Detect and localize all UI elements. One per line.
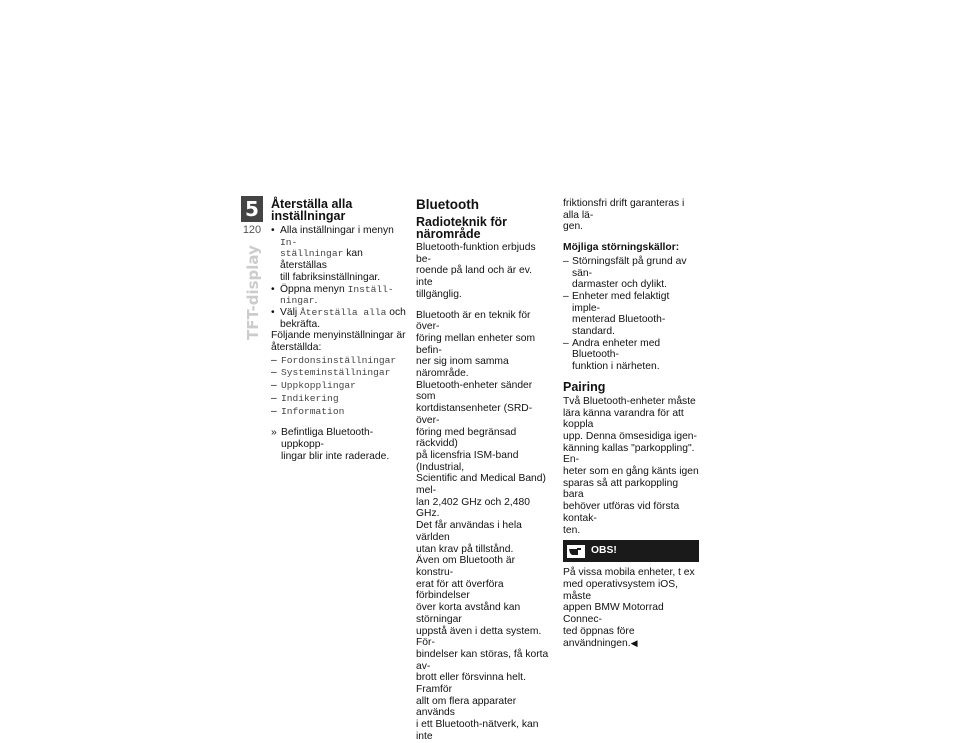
- note-text: På vissa mobila enheter, t ex med operativsystem iOS, måste appen BMW Motorrad Connec- ted öppnas före användningen.◀: [563, 567, 695, 649]
- section-label: TFT-display: [244, 245, 262, 340]
- interference-item: – Störningsfält på grund av sän- darmaster och dylikt.: [563, 255, 687, 291]
- bluetooth-continuation: friktionsfri drift garanteras i alla lä- gen.: [563, 198, 685, 233]
- note-banner: [563, 540, 699, 562]
- bullet-icon: •: [271, 283, 275, 295]
- bullet-icon: •: [271, 225, 275, 236]
- bullet-item: • Välj Återställa alla och bekräfta.: [271, 306, 406, 330]
- interference-item: – Enheter med felaktigt imple- menterad Bluetooth-standard.: [563, 290, 670, 338]
- end-of-section-icon: ◀: [630, 637, 638, 648]
- list-item: – Indikering: [271, 392, 339, 404]
- bluetooth-heading: Bluetooth: [416, 197, 479, 212]
- list-item: – Fordonsinställningar: [271, 354, 397, 366]
- column-reset-settings: [271, 198, 406, 462]
- short-range-subheading: Radioteknik för närområde: [416, 215, 507, 241]
- bullet-icon: •: [271, 306, 275, 318]
- reset-intro: Följande menyinställningar är återställda:: [271, 330, 406, 354]
- list-item: – Systeminställningar: [271, 367, 391, 379]
- bullet-item: • Öppna menyn Inställ- ningar.: [271, 283, 394, 307]
- list-item: – Information: [271, 405, 345, 417]
- pairing-heading: Pairing: [563, 379, 606, 394]
- result-arrow-icon: »: [271, 427, 277, 439]
- column-pairing: [563, 198, 699, 649]
- list-item: – Uppkopplingar: [271, 380, 356, 392]
- bullet-item: • Alla inställningar i menyn In- ställningar kan återställas till fabriksinställningar.: [271, 225, 394, 283]
- chapter-number-tab: 5: [241, 196, 263, 222]
- page-number: 120: [242, 224, 262, 236]
- pointing-hand-icon: [567, 544, 585, 558]
- result-note: » Befintliga Bluetooth-uppkopp- lingar blir inte raderade.: [271, 427, 390, 462]
- bluetooth-technology-paragraph: Bluetooth är en teknik för över- föring mellan enheter som befin- ner sig inom samma närområde. Bluetooth-enheter sänder som kortdistansenheter (SRD-över- föring med begränsad räckvidd) på licensfria ISM-band (Industrial, Scientific and Medical Band) mel- lan 2,402 GHz och 2,480 GHz. Det får användas i hela världen utan krav på tillstånd. Även om Bluetooth är konstru- erat för att överföra förbindelser över korta avstånd kan störningar uppstå även i detta system. För- bindelser kan störas, få korta av- brott eller försvinna helt. Framför allt om flera apparater används i ett Bluetooth-nätverk, kan inte: [416, 309, 549, 742]
- interference-item: – Andra enheter med Bluetooth- funktion i närheten.: [563, 337, 661, 373]
- bluetooth-availability-paragraph: Bluetooth-funktion erbjuds be- roende på land och är ev. inte tillgänglig.: [416, 242, 536, 300]
- reset-heading: Återställa alla inställningar: [271, 197, 353, 223]
- note-label: OBS!: [591, 545, 617, 557]
- column-bluetooth: [416, 198, 551, 743]
- pairing-paragraph: Två Bluetooth-enheter måste lära känna varandra för att koppla upp. Denna ömsesidiga igen- känning kallas "parkoppling". En- heter som en gång känts igen sparas så att parkoppling bara behöver utföras vid första kontak- ten.: [563, 395, 699, 536]
- interference-heading: Möjliga störningskällor:: [563, 242, 680, 254]
